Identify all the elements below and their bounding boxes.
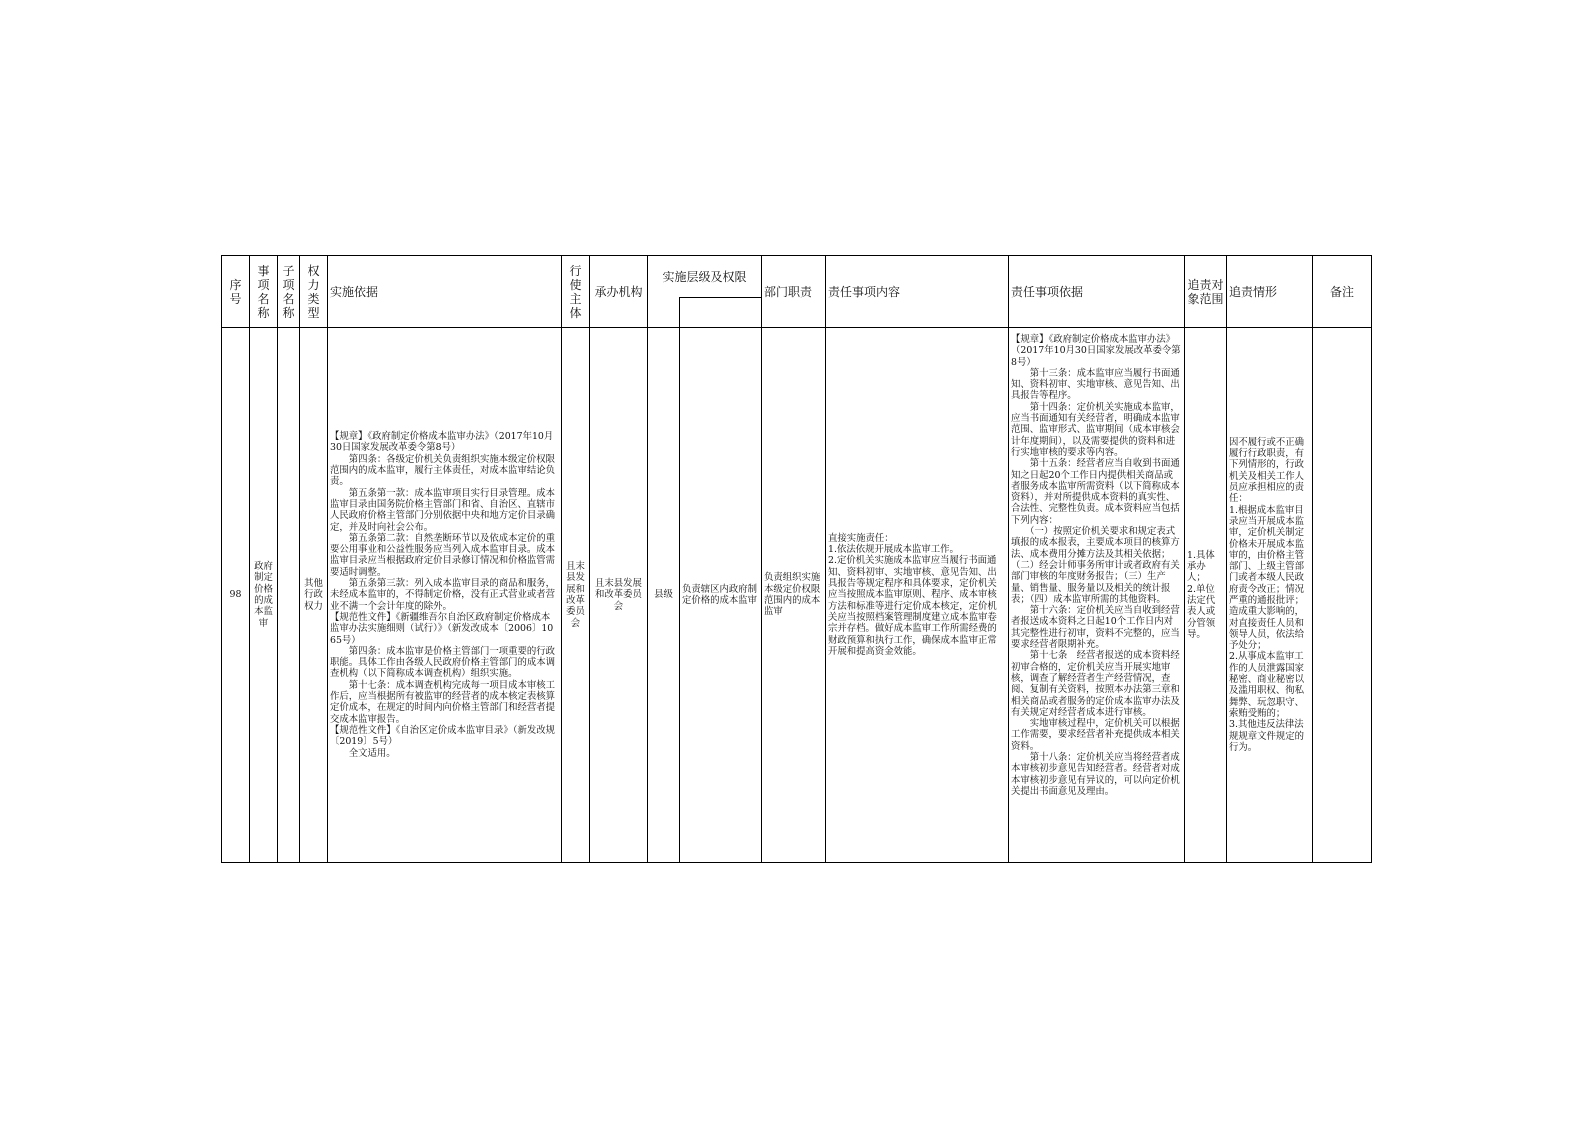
header-power-type: 权力类型 <box>300 256 328 328</box>
cell-power-type: 其他行政权力 <box>300 328 328 863</box>
header-sub-item-name: 子项名称 <box>278 256 300 328</box>
header-accountability-situation: 追责情形 <box>1227 256 1313 328</box>
cell-level: 县级 <box>648 328 680 863</box>
header-row <box>222 256 1372 298</box>
header-dept-duty: 部门职责 <box>762 256 826 328</box>
header-subject: 行使主体 <box>562 256 590 328</box>
cell-authority: 负责辖区内政府制定价格的成本监审 <box>680 328 762 863</box>
header-authority-subcell <box>680 298 762 328</box>
header-item-name: 事项名称 <box>250 256 278 328</box>
table-row <box>222 328 1372 863</box>
header-level-subcell <box>648 298 680 328</box>
cell-accountability-situation: 因不履行或不正确履行行政职责，有下列情形的，行政机关及相关工作人员应承担相应的责任： 1.根据成本监审目录应当开展成本监审，定价机关制定价格未开展成本监审的，由价格主管部门、上级主管部门或者本级人民政府责令改正；情况严重的通报批评；造成重大影响的，对直接责任人员和领导人员，依法给予处分； 2.从事成本监审工作的人员泄露国家秘密、商业秘密以及滥用职权、徇私舞弊、玩忽职守、索贿受贿的； 3.其他违反法律法规规章文件规定的行为。 <box>1227 328 1313 863</box>
cell-item-name: 政府制定价格的成本监审 <box>250 328 278 863</box>
cell-agency: 且末县发展和改革委员会 <box>590 328 648 863</box>
cell-dept-duty: 负责组织实施本级定价权限范围内的成本监审 <box>762 328 826 863</box>
cell-resp-basis: 【规章】《政府制定价格成本监审办法》（2017年10月30日国家发展改革委令第8号） 第十三条：成本监审应当履行书面通知、资料初审、实地审核、意见告知、出具报告等程序。 第十四条：定价机关实施成本监审，应当书面通知有关经营者，明确成本监审范围、监审形式、监审期间（成本审核会计年度期间），以及需要提供的资料和进行实地审核的要求等内容。 第十五条：经营者应当自收到书面通知之日起20个工作日内提供相关商品或者服务成本监审所需资料（以下简称成本资料），并对所提供成本资料的真实性、合法性、完整性负责。成本资料应当包括下列内容： （一）按照定价机关要求和规定表式填报的成本报表，主要成本项目的核算方法、成本费用分摊方法及其相关依据；（二）经会计师事务所审计或者政府有关部门审核的年度财务报告；（三）生产量、销售量、服务量以及相关的统计报表；（四）成本监审所需的其他资料。 第十六条：定价机关应当自收到经营者报送成本资料之日起10个工作日内对其完整性进行初审，资料不完整的，应当要求经营者限期补充。 第十七条 经营者报送的成本资料经初审合格的，定价机关应当开展实地审核，调查了解经营者生产经营情况，查阅、复制有关资料，按照本办法第三章和相关商品或者服务的定价成本监审办法及有关规定对经营者成本进行审核。 实地审核过程中，定价机关可以根据工作需要，要求经营者补充提供成本相关资料。 第十八条：定价机关应当将经营者成本审核初步意见告知经营者。经营者对成本审核初步意见有异议的，可以向定价机关提出书面意见及理由。 <box>1009 328 1185 863</box>
cell-subject: 且末县发展和改革委员会 <box>562 328 590 863</box>
power-list-table <box>221 255 1372 863</box>
cell-sub-item-name <box>278 328 300 863</box>
header-level-authority: 实施层级及权限 <box>648 256 762 298</box>
header-resp-basis: 责任事项依据 <box>1009 256 1185 328</box>
header-seq: 序号 <box>222 256 250 328</box>
header-basis: 实施依据 <box>328 256 562 328</box>
cell-seq: 98 <box>222 328 250 863</box>
header-remarks: 备注 <box>1313 256 1372 328</box>
header-agency: 承办机构 <box>590 256 648 328</box>
cell-accountability-scope: 1.具体承办人； 2.单位法定代表人或分管领导。 <box>1185 328 1227 863</box>
cell-resp-content: 直接实施责任： 1.依法依规开展成本监审工作。 2.定价机关实施成本监审应当履行书面通知、资料初审、实地审核、意见告知、出具报告等规定程序和具体要求，定价机关应当按照成本监审原则、程序、成本审核方法和标准等进行定价成本核定，定价机关应当按照档案管理制度建立成本监审卷宗并存档。做好成本监审工作所需经费的财政预算和执行工作，确保成本监审正常开展和提高资金效能。 <box>826 328 1009 863</box>
cell-remarks <box>1313 328 1372 863</box>
header-resp-content: 责任事项内容 <box>826 256 1009 328</box>
cell-basis: 【规章】《政府制定价格成本监审办法》（2017年10月30日国家发展改革委令第8号） 第四条：各级定价机关负责组织实施本级定价权限范围内的成本监审，履行主体责任，对成本监审结论负责。 第五条第一款：成本监审项目实行目录管理。成本监审目录由国务院价格主管部门和省、自治区、直辖市人民政府价格主管部门分别依据中央和地方定价目录确定，并及时向社会公布。 第五条第二款：自然垄断环节以及依成本定价的重要公用事业和公益性服务应当列入成本监审目录。成本监审目录应当根据政府定价目录修订情况和价格监管需要适时调整。 第五条第三款：列入成本监审目录的商品和服务，未经成本监审的，不得制定价格，没有正式营业或者营业不满一个会计年度的除外。 【规范性文件】《新疆维吾尔自治区政府制定价格成本监审办法实施细则（试行）》（新发改成本〔2006〕1065号） 第四条：成本监审是价格主管部门一项重要的行政职能。具体工作由各级人民政府价格主管部门的成本调查机构（以下简称成本调查机构）组织实施。 第十七条：成本调查机构完成每一项目成本审核工作后，应当根据所有被监审的经营者的成本核定表核算定价成本，在规定的时间内向价格主管部门和经营者提交成本监审报告。 【规范性文件】《自治区定价成本监审目录》（新发改规〔2019〕5号） 全文适用。 <box>328 328 562 863</box>
header-accountability-scope: 追责对象范围 <box>1185 256 1227 328</box>
